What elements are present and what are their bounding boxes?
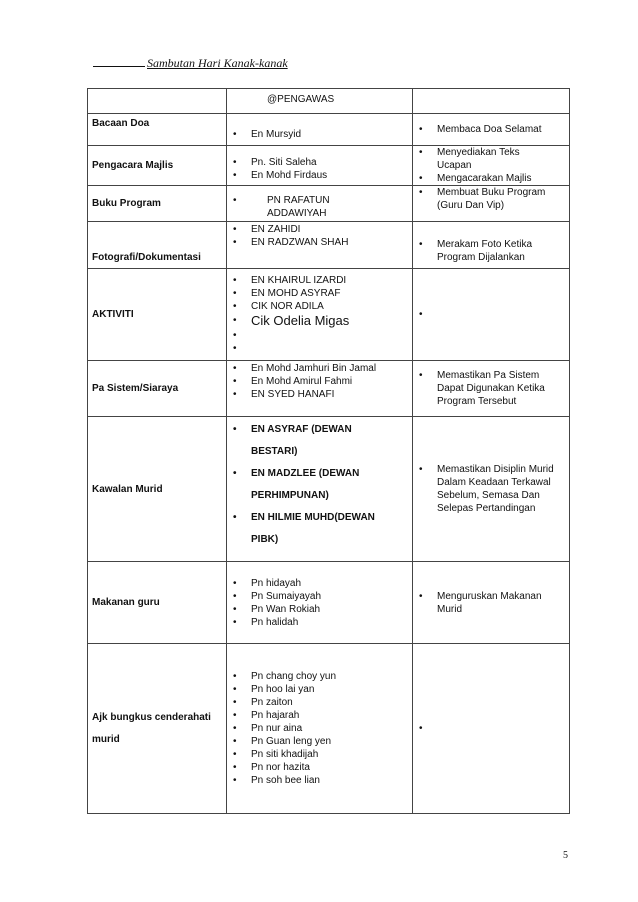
list-item: • EN SYED HANAFI [227,388,412,401]
row-label: Buku Program [92,198,161,209]
names-cell [227,222,413,269]
list-item: • Pn chang choy yun [227,670,412,683]
page-number: 5 [563,850,568,861]
list-item: • EN KHAIRUL IZARDI [227,274,412,287]
label-cell [88,186,227,222]
names-text: @PENGAWAS [267,94,335,105]
list-item: • EN ASYRAF (DEWAN BESTARI) [227,419,412,463]
table-row [88,361,570,417]
names-cell [227,269,413,361]
list-item: • PN RAFATUN ADDAWIYAH [227,194,412,220]
list-item: • Membuat Buku Program (Guru Dan Vip) [413,186,569,212]
list-item: • Menyediakan Teks Ucapan [413,146,569,172]
names-cell [227,361,413,417]
names-cell [227,644,413,814]
header-title: Sambutan Hari Kanak-kanak [147,56,288,70]
list-item: • EN RADZWAN SHAH [227,236,412,249]
table-row [88,146,570,186]
names-cell [227,146,413,186]
row-label: Makanan guru [92,597,160,608]
tasks-cell [413,644,570,814]
document-header [93,56,288,71]
names-cell [227,562,413,644]
table-row [88,186,570,222]
list-item: • Pn hidayah [227,577,412,590]
tasks-cell [413,114,570,146]
table-row [88,417,570,562]
table-row [88,89,570,114]
list-item: • Mengacarakan Majlis [413,172,569,185]
row-label: Pengacara Majlis [92,160,174,171]
list-item: • Merakam Foto Ketika Program Dijalankan [413,238,569,264]
duty-table [87,88,570,814]
list-item [413,722,569,735]
tasks-cell [413,146,570,186]
list-item: • EN MADZLEE (DEWAN PERHIMPUNAN) [227,463,412,507]
names-cell [227,186,413,222]
table-row [88,644,570,814]
tasks-cell [413,361,570,417]
row-label: Ajk bungkus cenderahati murid [92,711,211,745]
list-item: • Memastikan Pa Sistem Dapat Digunakan Ketika Program Tersebut [413,369,569,408]
list-item: • Pn hoo lai yan [227,683,412,696]
header-rule [93,56,145,67]
table-row [88,269,570,361]
tasks-cell [413,269,570,361]
list-item: • En Mursyid [227,128,412,141]
list-item [227,342,412,355]
label-cell [88,562,227,644]
list-item: • Pn. Siti Saleha [227,156,412,169]
list-item: • Pn halidah [227,616,412,629]
label-cell [88,269,227,361]
table-row [88,562,570,644]
row-label: Bacaan Doa [92,118,150,129]
table-row [88,222,570,269]
label-cell [88,644,227,814]
list-item: • EN MOHD ASYRAF [227,287,412,300]
label-cell [88,417,227,562]
label-cell [88,361,227,417]
list-item [413,308,569,321]
tasks-cell [413,186,570,222]
tasks-cell [413,417,570,562]
tasks-cell [413,222,570,269]
list-item [227,329,412,342]
list-item: • En Mohd Amirul Fahmi [227,375,412,388]
list-item: • EN HILMIE MUHD(DEWAN PIBK) [227,507,412,551]
tasks-cell [413,562,570,644]
label-cell [88,222,227,269]
table-row [88,114,570,146]
list-item: • Pn zaiton [227,696,412,709]
list-item: • Cik Odelia Migas [227,313,412,329]
list-item: • Pn Sumaiyayah [227,590,412,603]
list-item: • Pn Guan leng yen [227,735,412,748]
list-item: • Memastikan Disiplin Murid Dalam Keadaan Terkawal Sebelum, Semasa Dan Selepas Pertandingan [413,463,569,515]
list-item: • Pn Wan Rokiah [227,603,412,616]
row-label: Pa Sistem/Siaraya [92,383,179,394]
row-label: Kawalan Murid [92,483,163,495]
list-item: • En Mohd Firdaus [227,169,412,182]
list-item: • EN ZAHIDI [227,223,412,236]
list-item: • Pn nor hazita [227,761,412,774]
list-item: • En Mohd Jamhuri Bin Jamal [227,362,412,375]
names-cell [227,114,413,146]
list-item: • Pn nur aina [227,722,412,735]
list-item: • Pn siti khadijah [227,748,412,761]
list-item: • Pn soh bee lian [227,774,412,787]
list-item: • Membaca Doa Selamat [413,123,569,136]
list-item: • Menguruskan Makanan Murid [413,590,569,616]
label-cell [88,114,227,146]
row-label: AKTIVITI [92,309,134,320]
row-label: Fotografi/Dokumentasi [92,252,201,263]
names-cell [227,89,413,114]
names-cell [227,417,413,562]
label-cell [88,146,227,186]
list-item: • CIK NOR ADILA [227,300,412,313]
label-cell [88,89,227,114]
list-item: • Pn hajarah [227,709,412,722]
tasks-cell [413,89,570,114]
